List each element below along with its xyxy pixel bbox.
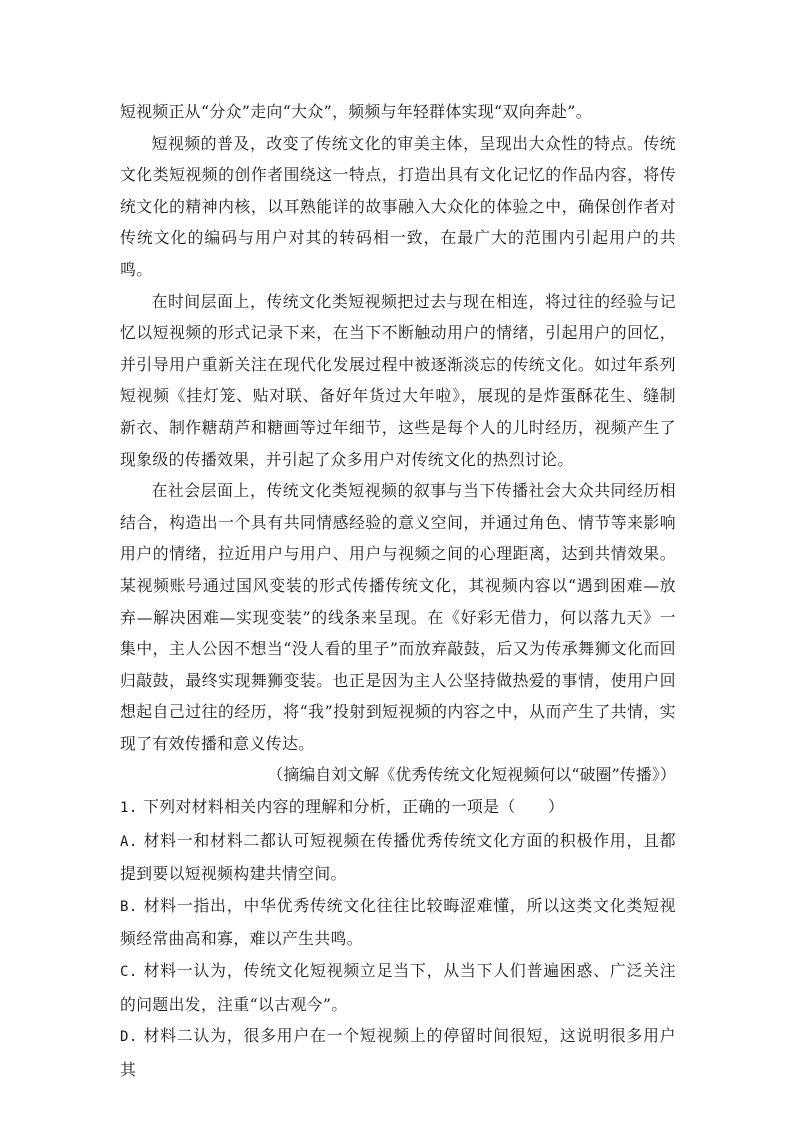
question-stem-text: 下列对材料相关内容的理解和分析，正确的一项是（ ） bbox=[143, 797, 565, 817]
question-stem bbox=[120, 791, 676, 825]
passage-paragraph-2: 在时间层面上，传统文化类短视频把过去与现在相连，将过往的经验与记忆以短视频的形式记录下来，在当下不断触动用户的情绪，引起用户的回忆，并引导用户重新关注在现代化发展过程中被逐渐淡忘的传统文化。如过年系列短视频《挂灯笼、贴对联、备好年货过大年啦》，展现的是炸蛋酥花生、缝制新衣、制作糖葫芦和糖画等过年细节，这些是每个人的儿时经历，视频产生了现象级的传播效果，并引起了众多用户对传统文化的热烈讨论。 bbox=[120, 291, 676, 469]
option-b bbox=[120, 890, 676, 955]
document-page bbox=[120, 96, 676, 1085]
option-text: 材料一指出，中华优秀传统文化往往比较晦涩难懂，所以这类文化类短视频经常曲高和寡，难以产生共鸣。 bbox=[120, 895, 677, 949]
option-text: 材料一和材料二都认可短视频在传播优秀传统文化方面的积极作用，且都提到要以短视频构建共情空间。 bbox=[120, 830, 677, 884]
option-label: D. bbox=[120, 1029, 138, 1046]
option-text: 材料二认为，很多用户在一个短视频上的停留时间很短，这说明很多用户其 bbox=[120, 1026, 677, 1079]
option-label: A. bbox=[120, 833, 138, 850]
passage-paragraph-0: 短视频正从“分众”走向“大众”，频频与年轻群体实现“双向奔赴”。 bbox=[120, 102, 592, 121]
option-c bbox=[120, 955, 676, 1020]
option-text: 材料一认为，传统文化短视频立足当下，从当下人们普遍困惑、广泛关注的问题出发，注重“以古观今”。 bbox=[120, 961, 677, 1014]
question-number: 1. bbox=[120, 800, 138, 817]
passage-paragraph-1: 短视频的普及，改变了传统文化的审美主体，呈现出大众性的特点。传统文化类短视频的创作者围绕这一特点，打造出具有文化记忆的作品内容，将传统文化的精神内核，以耳熟能详的故事融入大众化的体验之中，确保创作者对传统文化的编码与用户对其的转码相一致，在最广大的范围内引起用户的共鸣。 bbox=[120, 133, 676, 279]
option-a bbox=[120, 825, 676, 890]
option-d bbox=[120, 1020, 676, 1085]
option-label: B. bbox=[120, 898, 138, 915]
passage-paragraph-3: 在社会层面上，传统文化类短视频的叙事与当下传播社会大众共同经历相结合，构造出一个具有共同情感经验的意义空间，并通过角色、情节等来影响用户的情绪，拉近用户与用户、用户与视频之间的心理距离，达到共情效果。某视频账号通过国风变装的形式传播传统文化，其视频内容以“遇到困难—放弃—解决困难—实现变装”的线条来呈现。在《好彩无借力，何以落九天》一集中，主人公因不想当“没人看的里子”而放弃敲鼓，后又为传承舞狮文化而回归敲鼓，最终实现舞狮变装。也正是因为主人公坚持做热爱的事情，使用户回想起自己过往的经历，将“我”投射到短视频的内容之中，从而产生了共情，实现了有效传播和意义传达。 bbox=[120, 481, 676, 753]
option-label: C. bbox=[120, 964, 138, 981]
passage-source: （摘编自刘文解《优秀传统文化短视频何以“破圈”传播》） bbox=[267, 765, 676, 785]
